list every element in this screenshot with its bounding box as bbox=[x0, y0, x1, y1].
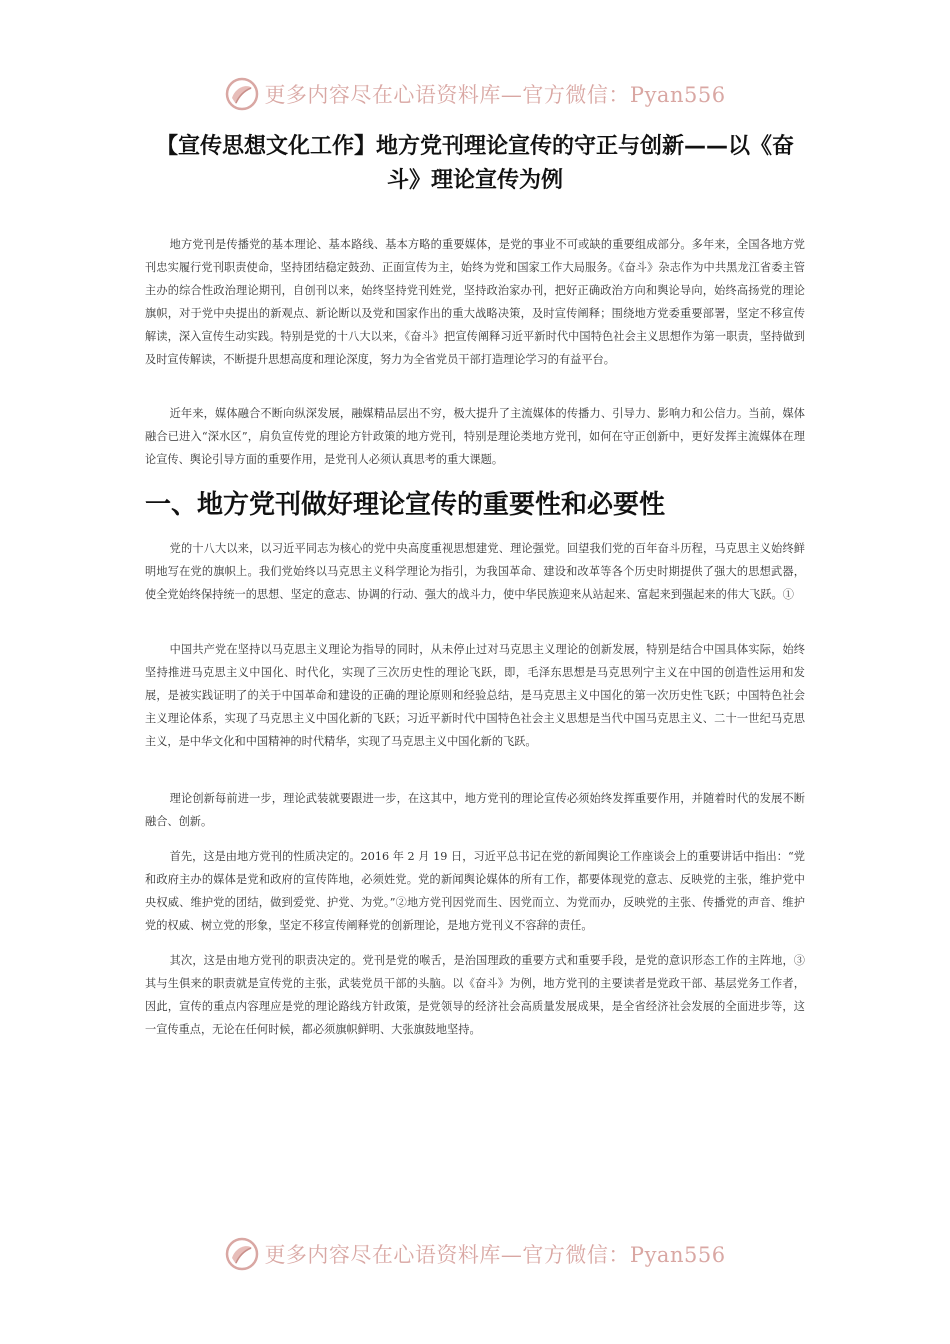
leaf-logo-icon bbox=[224, 76, 260, 112]
section-paragraph-5: 其次，这是由地方党刊的职责决定的。党刊是党的喉舌，是治国理政的重要方式和重要手段，是党的意识形态工作的主阵地，③其与生俱来的职责就是宣传党的主张，武装党员干部的头脑。以《奋斗》为例，地方党刊的主要读者是党政干部、基层党务工作者，因此，宣传的重点内容理应是党的理论路线方针政策，是党领导的经济社会高质量发展成果，是全省经济社会发展的全面进步等，这一宣传重点，无论在任何时候，都必须旗帜鲜明、大张旗鼓地坚持。 bbox=[145, 954, 805, 1036]
intro-paragraph-2: 近年来，媒体融合不断向纵深发展，融媒精品层出不穷，极大提升了主流媒体的传播力、引导力、影响力和公信力。当前，媒体融合已进入“深水区”，肩负宣传党的理论方针政策的地方党刊，特别是理论类地方党刊，如何在守正创新中，更好发挥主流媒体在理论宣传、舆论引导方面的重要作用，是党刊人必须认真思考的重大课题。 bbox=[145, 407, 805, 466]
leaf-logo-icon bbox=[224, 1236, 260, 1272]
section-heading: 一、地方党刊做好理论宣传的重要性和必要性 bbox=[145, 490, 666, 520]
watermark-text: 更多内容尽在心语资料库—官方微信：Pyan556 bbox=[264, 83, 726, 107]
intro-paragraph-1: 地方党刊是传播党的基本理论、基本路线、基本方略的重要媒体，是党的事业不可或缺的重要组成部分。多年来，全国各地方党刊忠实履行党刊职责使命，坚持团结稳定鼓劲、正面宣传为主，始终为党和国家工作大局服务。《奋斗》杂志作为中共黑龙江省委主管主办的综合性政治理论期刊，自创刊以来，始终坚持党刊姓党，坚持政治家办刊，把好正确政治方向和舆论导向，始终高扬党的理论旗帜，对于党中央提出的新观点、新论断以及党和国家作出的重大战略决策，及时宣传阐释；围绕地方党委重要部署，坚定不移宣传解读，深入宣传生动实践。特别是党的十八大以来，《奋斗》把宣传阐释习近平新时代中国特色社会主义思想作为第一职责，坚持做到及时宣传解读，不断提升思想高度和理论深度，努力为全省党员干部打造理论学习的有益平台。 bbox=[145, 238, 805, 366]
section-paragraph-3: 理论创新每前进一步，理论武装就要跟进一步，在这其中，地方党刊的理论宣传必须始终发挥重要作用，并随着时代的发展不断融合、创新。 bbox=[145, 792, 805, 828]
section-paragraph-1: 党的十八大以来，以习近平同志为核心的党中央高度重视思想建党、理论强党。回望我们党的百年奋斗历程，马克思主义始终鲜明地写在党的旗帜上。我们党始终以马克思主义科学理论为指引，为我国革命、建设和改革等各个历史时期提供了强大的思想武器，使全党始终保持统一的思想、坚定的意志、协调的行动、强大的战斗力，使中华民族迎来从站起来、富起来到强起来的伟大飞跃。① bbox=[145, 542, 805, 601]
watermark-banner-top bbox=[0, 74, 950, 114]
section-paragraph-2: 中国共产党在坚持以马克思主义理论为指导的同时，从未停止过对马克思主义理论的创新发展，特别是结合中国具体实际，始终坚持推进马克思主义中国化、时代化，实现了三次历史性的理论飞跃，即，毛泽东思想是马克思列宁主义在中国的创造性运用和发展，是被实践证明了的关于中国革命和建设的正确的理论原则和经验总结，是马克思主义中国化的第一次历史性飞跃；中国特色社会主义理论体系，实现了马克思主义中国化新的飞跃；习近平新时代中国特色社会主义思想是当代中国马克思主义、二十一世纪马克思主义，是中华文化和中国精神的时代精华，实现了马克思主义中国化新的飞跃。 bbox=[145, 643, 805, 748]
watermark-banner-bottom bbox=[0, 1234, 950, 1274]
section-paragraph-4: 首先，这是由地方党刊的性质决定的。2016 年 2 月 19 日，习近平总书记在党的新闻舆论工作座谈会上的重要讲话中指出：“党和政府主办的媒体是党和政府的宣传阵地，必须姓党。党的新闻舆论媒体的所有工作，都要体现党的意志、反映党的主张，维护党中央权威、维护党的团结，做到爱党、护党、为党。”②地方党刊因党而生、因党而立、为党而办，反映党的主张、传播党的声音、维护党的权威、树立党的形象，坚定不移宣传阐释党的创新理论，是地方党刊义不容辞的责任。 bbox=[145, 850, 805, 932]
watermark-text: 更多内容尽在心语资料库—官方微信：Pyan556 bbox=[264, 1243, 726, 1267]
article-title: 【宣传思想文化工作】地方党刊理论宣传的守正与创新——以《奋斗》理论宣传为例 bbox=[155, 134, 794, 193]
